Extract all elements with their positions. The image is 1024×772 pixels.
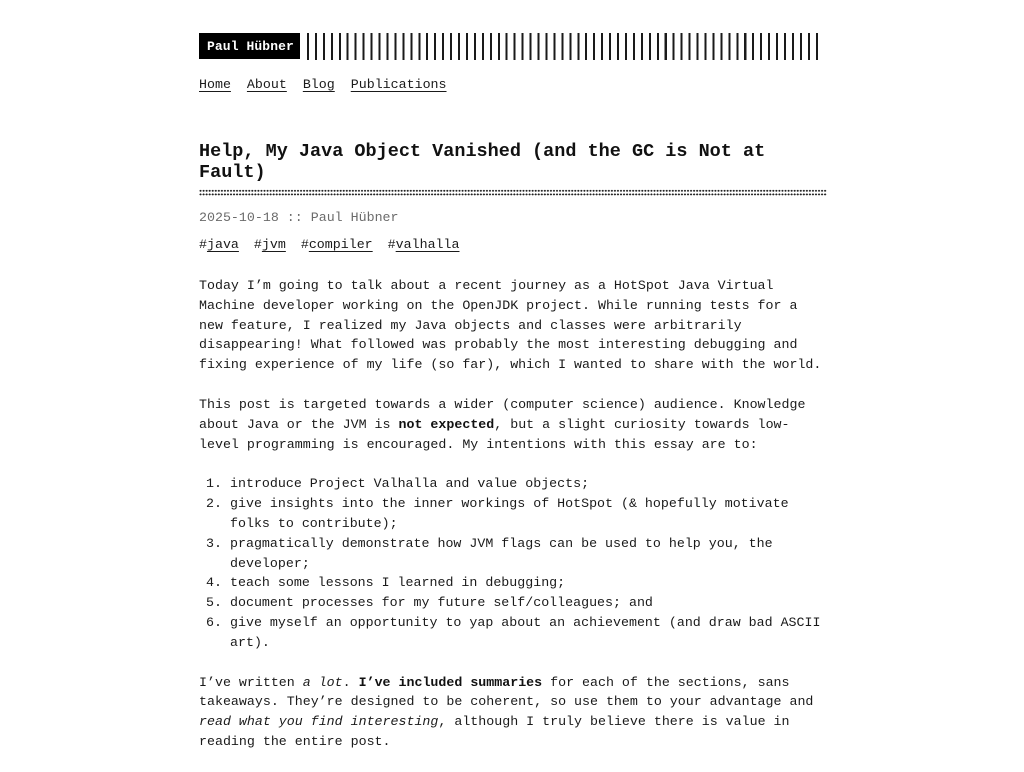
- title-divider: [199, 189, 827, 197]
- tag-link-compiler[interactable]: compiler: [308, 237, 373, 252]
- list-item: 4. teach some lessons I learned in debugging;: [230, 573, 829, 593]
- hash-symbol: #: [199, 237, 207, 252]
- intro-paragraph: Today I’m going to talk about a recent journey as a HotSpot Java Virtual Machine developer working on the OpenJDK project. While running tests for a new feature, I realized my Java objects and classes were arbitrarily disappearing! What followed was probably the most interesting debugging and fixing experience of my life (so far), which I wanted to share with the world.: [199, 278, 822, 373]
- tag-jvm: [254, 237, 286, 252]
- tag-link-valhalla[interactable]: valhalla: [395, 237, 460, 252]
- list-item: 6. give myself an opportunity to yap about an achievement (and draw bad ASCII art).: [230, 613, 829, 653]
- post-author: Paul Hübner: [310, 210, 399, 225]
- emphasis-summaries: I’ve included summaries: [358, 674, 543, 690]
- text: .: [342, 674, 359, 690]
- nav-link-about[interactable]: About: [246, 77, 287, 92]
- emphasis-not-expected: not expected: [398, 416, 495, 432]
- post-tags: [199, 237, 460, 252]
- tag-valhalla: [388, 237, 460, 252]
- nav-link-home[interactable]: Home: [199, 77, 231, 92]
- emphasis-a-lot: a lot: [302, 674, 343, 690]
- list-item: 5. document processes for my future self/colleagues; and: [230, 593, 829, 613]
- summaries-paragraph: [199, 673, 829, 752]
- intentions-list: [199, 474, 829, 652]
- nav-link-publications[interactable]: Publications: [350, 77, 447, 92]
- post-date: 2025-10-18: [199, 210, 279, 225]
- hash-symbol: #: [387, 237, 396, 252]
- meta-separator: ::: [286, 210, 303, 225]
- post-title: Help, My Java Object Vanished (and the GC is Not at Fault): [199, 141, 766, 183]
- main-nav: [199, 77, 447, 92]
- nav-link-blog[interactable]: Blog: [302, 77, 335, 92]
- list-item: 1. introduce Project Valhalla and value objects;: [230, 474, 829, 494]
- tag-compiler: [301, 237, 373, 252]
- post-content: [199, 276, 829, 772]
- decorative-bars: [307, 33, 823, 60]
- text: I’ve written: [199, 674, 303, 690]
- text: , although I truly believe there is value in reading the entire post.: [199, 714, 790, 749]
- text: This post is targeted towards a wider (computer science) audience. Knowledge about Java or the JVM is: [199, 396, 806, 432]
- text: for each of the sections, sans takeaways. They’re designed to be coherent, so use them to your advantage and: [199, 674, 814, 710]
- post-meta: [199, 210, 399, 225]
- hash-symbol: #: [253, 237, 262, 252]
- list-item: 3. pragmatically demonstrate how JVM flags can be used to help you, the developer;: [230, 534, 829, 574]
- site-logo-link[interactable]: Paul Hübner: [199, 33, 300, 59]
- tag-link-java[interactable]: java: [206, 237, 239, 252]
- text: , but a slight curiosity towards low-level programming is encouraged. My intentions with this essay are to:: [199, 416, 790, 452]
- tag-link-jvm[interactable]: jvm: [261, 237, 286, 252]
- emphasis-read-interesting: read what you find interesting: [199, 714, 439, 730]
- tag-java: [199, 237, 239, 252]
- list-item: 2. give insights into the inner workings of HotSpot (& hopefully motivate folks to contribute);: [230, 494, 829, 534]
- audience-paragraph: [199, 395, 829, 454]
- site-header: [199, 33, 823, 60]
- hash-symbol: #: [300, 237, 309, 252]
